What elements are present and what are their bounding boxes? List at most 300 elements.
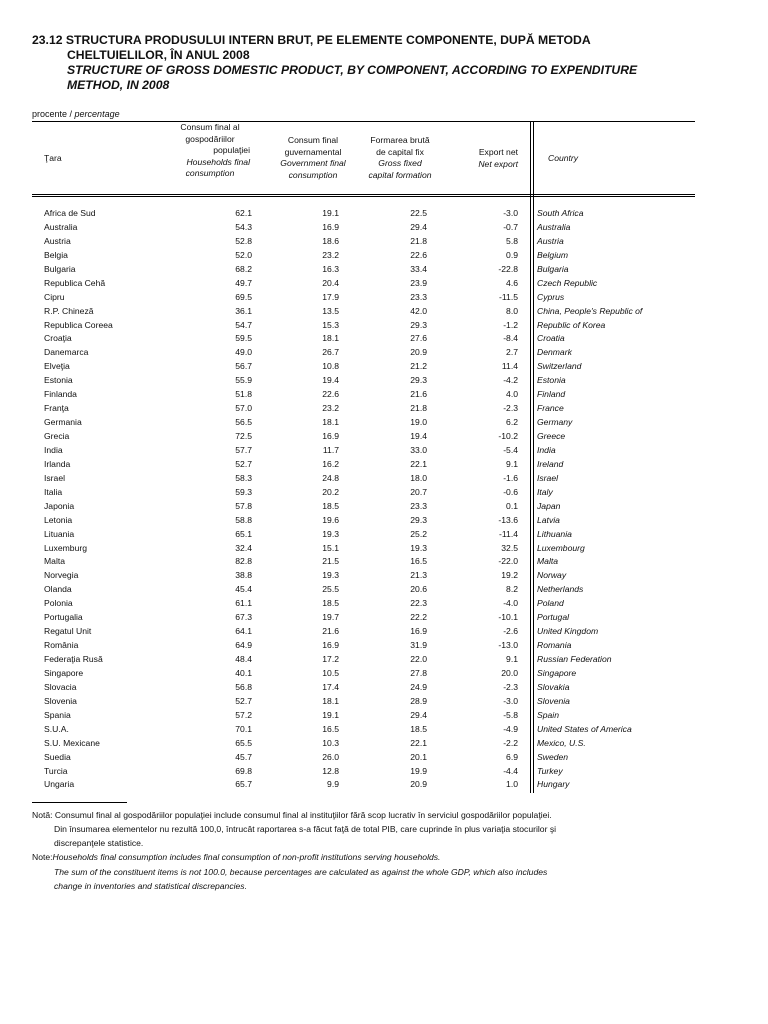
net-export-value: -2.3 — [503, 403, 518, 414]
country-name-ro: România — [44, 640, 79, 651]
country-name-en: Latvia — [537, 514, 560, 525]
gross-fixed-capital-value: 42.0 — [410, 305, 427, 316]
country-name-ro: Turcia — [44, 765, 68, 776]
government-consumption-value: 18.1 — [322, 333, 339, 344]
net-export-value: 4.6 — [506, 277, 518, 288]
unit-en: percentage — [74, 109, 120, 119]
households-consumption-value: 64.9 — [235, 640, 252, 651]
net-export-value: -4.2 — [503, 375, 518, 386]
table-row — [0, 305, 768, 319]
net-export-value: -5.4 — [503, 444, 518, 455]
table-row — [0, 402, 768, 416]
households-consumption-value: 36.1 — [235, 305, 252, 316]
table-row — [0, 430, 768, 444]
note-en-1 — [32, 850, 556, 864]
table-row — [0, 472, 768, 486]
table-row — [0, 737, 768, 751]
header-net-export: Export net Net export — [478, 147, 518, 169]
gross-fixed-capital-value: 21.2 — [410, 361, 427, 372]
households-consumption-value: 69.5 — [235, 291, 252, 302]
gross-fixed-capital-value: 27.8 — [410, 667, 427, 678]
net-export-value: -3.0 — [503, 695, 518, 706]
government-consumption-value: 18.6 — [322, 235, 339, 246]
government-consumption-value: 16.3 — [322, 263, 339, 274]
households-consumption-value: 58.8 — [235, 514, 252, 525]
households-consumption-value: 54.3 — [235, 221, 252, 232]
government-consumption-value: 20.2 — [322, 486, 339, 497]
country-name-ro: Portugalia — [44, 612, 83, 623]
country-name-en: India — [537, 444, 556, 455]
note-ro-3: discrepanţele statistice. — [54, 838, 144, 849]
country-name-ro: Danemarca — [44, 347, 89, 358]
gross-fixed-capital-value: 19.0 — [410, 417, 427, 428]
government-consumption-value: 22.6 — [322, 389, 339, 400]
government-consumption-value: 26.7 — [322, 347, 339, 358]
country-name-en: Spain — [537, 709, 559, 720]
net-export-value: -0.7 — [503, 221, 518, 232]
country-name-en: Estonia — [537, 375, 566, 386]
country-name-ro: Slovacia — [44, 681, 77, 692]
households-consumption-value: 56.7 — [235, 361, 252, 372]
country-name-en: Russian Federation — [537, 654, 612, 664]
households-consumption-value: 40.1 — [235, 667, 252, 678]
government-consumption-value: 24.8 — [322, 472, 339, 483]
gross-fixed-capital-value: 19.4 — [410, 431, 427, 441]
households-consumption-value: 52.8 — [235, 235, 252, 246]
gross-fixed-capital-value: 22.1 — [410, 458, 427, 469]
country-name-en: Croatia — [537, 333, 565, 344]
table-row — [0, 332, 768, 346]
government-consumption-value: 16.9 — [322, 431, 339, 441]
net-export-value: -2.3 — [503, 681, 518, 692]
net-export-value: 5.8 — [506, 235, 518, 246]
country-name-en: Finland — [537, 389, 566, 400]
country-name-en: Czech Republic — [537, 277, 598, 288]
country-name-en: Australia — [537, 221, 571, 232]
country-name-en: Malta — [537, 556, 559, 567]
country-name-ro: Spania — [44, 709, 71, 720]
country-name-en: Japan — [537, 500, 561, 511]
country-name-ro: Regatul Unit — [44, 626, 92, 637]
country-name-ro: Africa de Sud — [44, 208, 96, 218]
net-export-value: -11.5 — [499, 291, 518, 302]
header-country-ro: Ţara — [44, 153, 62, 163]
country-name-en: Slovakia — [537, 681, 570, 692]
title-ro-line2: CHELTUIELILOR, ÎN ANUL 2008 — [67, 48, 250, 62]
country-name-en: Romania — [537, 640, 572, 651]
table-row — [0, 207, 768, 221]
table-row — [0, 611, 768, 625]
country-name-en: Israel — [537, 472, 559, 483]
government-consumption-value: 19.1 — [322, 709, 339, 720]
table-row — [0, 639, 768, 653]
gross-fixed-capital-value: 19.3 — [410, 542, 427, 553]
table-top-rule — [32, 121, 695, 122]
note-en-3: change in inventories and statistical discrepancies. — [54, 880, 247, 891]
net-export-value: -1.6 — [503, 472, 518, 483]
table-row — [0, 667, 768, 681]
government-consumption-value: 19.6 — [322, 514, 339, 525]
households-consumption-value: 82.8 — [235, 556, 252, 567]
households-consumption-value: 54.7 — [235, 319, 252, 330]
header-bottom-rule-2 — [32, 196, 695, 197]
gross-fixed-capital-value: 29.4 — [410, 221, 427, 232]
country-name-en: Greece — [537, 431, 566, 441]
households-consumption-value: 59.3 — [235, 486, 252, 497]
table-row — [0, 723, 768, 737]
country-name-ro: Italia — [44, 486, 63, 497]
gross-fixed-capital-value: 29.3 — [410, 319, 427, 330]
government-consumption-value: 15.3 — [322, 319, 339, 330]
country-name-ro: India — [44, 444, 63, 455]
gross-fixed-capital-value: 21.3 — [410, 570, 427, 581]
government-consumption-value: 18.1 — [322, 417, 339, 428]
country-name-en: Luxembourg — [537, 542, 585, 553]
government-consumption-value: 11.7 — [322, 444, 339, 455]
country-name-ro: S.U. Mexicane — [44, 737, 100, 748]
table-row — [0, 360, 768, 374]
table-row — [0, 235, 768, 249]
table-row — [0, 319, 768, 333]
table-row — [0, 778, 768, 792]
net-export-value: 9.1 — [506, 654, 518, 664]
gross-fixed-capital-value: 29.3 — [410, 375, 427, 386]
country-name-ro: Luxemburg — [44, 542, 87, 553]
header-bottom-rule — [32, 194, 695, 195]
gross-fixed-capital-value: 21.6 — [410, 389, 427, 400]
gross-fixed-capital-value: 22.5 — [410, 208, 427, 218]
table-row — [0, 569, 768, 583]
gross-fixed-capital-value: 18.0 — [410, 472, 427, 483]
net-export-value: 8.0 — [506, 305, 518, 316]
country-name-ro: Malta — [44, 556, 66, 567]
country-name-ro: Elveţia — [44, 361, 70, 372]
gross-fixed-capital-value: 22.3 — [410, 598, 427, 609]
net-export-value: 0.9 — [506, 249, 518, 260]
table-row — [0, 528, 768, 542]
net-export-value: -2.6 — [503, 626, 518, 637]
households-consumption-value: 62.1 — [235, 208, 252, 218]
note-en-2: The sum of the constituent items is not 100.0, because percentages are calculated as against the whole GDP, which also includes — [54, 866, 548, 877]
government-consumption-value: 19.4 — [322, 375, 339, 386]
households-consumption-value: 57.8 — [235, 500, 252, 511]
country-name-en: Cyprus — [537, 291, 565, 302]
government-consumption-value: 23.2 — [322, 249, 339, 260]
gross-fixed-capital-value: 18.5 — [410, 723, 427, 734]
country-name-en: South Africa — [537, 208, 584, 218]
government-consumption-value: 10.3 — [322, 737, 339, 748]
gross-fixed-capital-value: 22.6 — [410, 249, 427, 260]
table-row — [0, 416, 768, 430]
households-consumption-value: 55.9 — [235, 375, 252, 386]
country-name-en: China, People's Republic of — [537, 305, 643, 316]
country-name-ro: Bulgaria — [44, 263, 76, 274]
gross-fixed-capital-value: 16.9 — [410, 626, 427, 637]
government-consumption-value: 13.5 — [322, 305, 339, 316]
net-export-value: 9.1 — [506, 458, 518, 469]
country-name-ro: Polonia — [44, 598, 73, 609]
net-export-value: -13.0 — [498, 640, 518, 651]
unit-label — [32, 109, 120, 119]
government-consumption-value: 18.1 — [322, 695, 339, 706]
country-name-ro: Australia — [44, 221, 78, 232]
households-consumption-value: 48.4 — [235, 654, 252, 664]
note-en-text-1: Households final consumption includes final consumption of non-profit institutions serving households. — [52, 852, 441, 863]
government-consumption-value: 16.2 — [322, 458, 339, 469]
country-name-en: Bulgaria — [537, 263, 569, 274]
gross-fixed-capital-value: 19.9 — [410, 765, 427, 776]
table-row — [0, 291, 768, 305]
country-name-en: Austria — [537, 235, 564, 246]
households-consumption-value: 72.5 — [235, 431, 252, 441]
country-name-ro: Grecia — [44, 431, 70, 441]
notes-rule — [32, 802, 127, 803]
header-households-consumption: Consum final al gospodăriilor populaţiei Households final consumption — [180, 122, 250, 178]
table-row — [0, 249, 768, 263]
country-name-en: United States of America — [537, 723, 632, 734]
households-consumption-value: 52.7 — [235, 695, 252, 706]
country-name-ro: Belgia — [44, 249, 68, 260]
country-name-en: Denmark — [537, 347, 572, 358]
table-row — [0, 681, 768, 695]
households-consumption-value: 70.1 — [235, 723, 252, 734]
government-consumption-value: 21.5 — [322, 556, 339, 567]
government-consumption-value: 21.6 — [322, 626, 339, 637]
country-name-en: Mexico, U.S. — [537, 737, 586, 748]
table-row — [0, 486, 768, 500]
net-export-value: -5.8 — [503, 709, 518, 720]
net-export-value: 6.2 — [506, 417, 518, 428]
households-consumption-value: 45.4 — [235, 584, 252, 595]
net-export-value: 20.0 — [501, 667, 518, 678]
table-row — [0, 751, 768, 765]
gross-fixed-capital-value: 20.9 — [410, 347, 427, 358]
government-consumption-value: 19.3 — [322, 528, 339, 539]
table-row — [0, 374, 768, 388]
note-ro-2: Din însumarea elementelor nu rezultă 100,0, întrucât raportarea s-a făcut faţă de total PIB, care cuprinde în plus variaţia stocurilor şi — [54, 824, 557, 835]
government-consumption-value: 10.5 — [322, 667, 339, 678]
table-row — [0, 458, 768, 472]
table-row — [0, 500, 768, 514]
table-row — [0, 444, 768, 458]
gross-fixed-capital-value: 29.4 — [410, 709, 427, 720]
households-consumption-value: 56.5 — [235, 417, 252, 428]
households-consumption-value: 58.3 — [235, 472, 252, 483]
country-name-en: Turkey — [537, 765, 563, 776]
note-ro-1: Notă: Consumul final al gospodăriilor populaţiei include consumul final al instituţiilor fără scop lucrativ în serviciul gospodăriilor populaţiei. — [32, 810, 552, 820]
country-name-ro: Japonia — [44, 500, 75, 511]
government-consumption-value: 18.5 — [322, 500, 339, 511]
table-row — [0, 653, 768, 667]
country-name-en: Portugal — [537, 612, 570, 623]
households-consumption-value: 49.0 — [235, 347, 252, 358]
net-export-value: -4.4 — [503, 765, 518, 776]
country-name-ro: Germania — [44, 417, 82, 428]
gross-fixed-capital-value: 22.1 — [410, 737, 427, 748]
country-name-en: France — [537, 403, 564, 414]
government-consumption-value: 25.5 — [322, 584, 339, 595]
gross-fixed-capital-value: 29.3 — [410, 514, 427, 525]
net-export-value: 4.0 — [506, 389, 518, 400]
country-name-ro: Republica Coreea — [44, 319, 113, 330]
gross-fixed-capital-value: 20.6 — [410, 584, 427, 595]
households-consumption-value: 57.0 — [235, 403, 252, 414]
country-name-ro: Franţa — [44, 403, 69, 414]
government-consumption-value: 26.0 — [322, 751, 339, 762]
country-name-en: United Kingdom — [537, 626, 599, 637]
households-consumption-value: 61.1 — [235, 598, 252, 609]
table-row — [0, 709, 768, 723]
country-name-ro: Estonia — [44, 375, 73, 386]
net-export-value: -4.9 — [503, 723, 518, 734]
country-name-ro: Singapore — [44, 667, 84, 678]
net-export-value: -11.4 — [499, 528, 518, 539]
net-export-value: -3.0 — [503, 208, 518, 218]
gross-fixed-capital-value: 16.5 — [410, 556, 427, 567]
country-name-en: Netherlands — [537, 584, 584, 595]
households-consumption-value: 68.2 — [235, 263, 252, 274]
gross-fixed-capital-value: 24.9 — [410, 681, 427, 692]
net-export-value: -10.2 — [498, 431, 518, 441]
households-consumption-value: 64.1 — [235, 626, 252, 637]
net-export-value: 19.2 — [501, 570, 518, 581]
net-export-value: -22.0 — [498, 556, 518, 567]
households-consumption-value: 45.7 — [235, 751, 252, 762]
title-en-line2: METHOD, IN 2008 — [67, 78, 170, 92]
table-row — [0, 388, 768, 402]
households-consumption-value: 52.0 — [235, 249, 252, 260]
net-export-value: 6.9 — [506, 751, 518, 762]
country-name-en: Singapore — [537, 667, 577, 678]
gross-fixed-capital-value: 23.9 — [410, 277, 427, 288]
table-row — [0, 542, 768, 556]
households-consumption-value: 65.1 — [235, 528, 252, 539]
country-name-ro: Ungaria — [44, 779, 75, 790]
header-country-en: Country — [548, 153, 579, 163]
table-row — [0, 555, 768, 569]
gross-fixed-capital-value: 33.4 — [410, 263, 427, 274]
gross-fixed-capital-value: 21.8 — [410, 235, 427, 246]
government-consumption-value: 9.9 — [327, 779, 339, 790]
table-row — [0, 583, 768, 597]
country-name-en: Italy — [537, 486, 553, 497]
net-export-value: 0.1 — [506, 500, 518, 511]
net-export-value: 11.4 — [501, 361, 518, 372]
country-name-en: Poland — [537, 598, 564, 609]
government-consumption-value: 10.8 — [322, 361, 339, 372]
net-export-value: -2.2 — [503, 737, 518, 748]
country-name-en: Hungary — [537, 779, 570, 790]
country-name-ro: Slovenia — [44, 695, 77, 706]
gross-fixed-capital-value: 27.6 — [410, 333, 427, 344]
country-name-en: Slovenia — [537, 695, 570, 706]
households-consumption-value: 57.7 — [235, 444, 252, 455]
households-consumption-value: 51.8 — [235, 389, 252, 400]
households-consumption-value: 56.8 — [235, 681, 252, 692]
country-name-ro: Letonia — [44, 514, 73, 525]
table-row — [0, 695, 768, 709]
gross-fixed-capital-value: 31.9 — [410, 640, 427, 651]
table-body — [0, 207, 768, 792]
gross-fixed-capital-value: 21.8 — [410, 403, 427, 414]
government-consumption-value: 16.9 — [322, 640, 339, 651]
country-name-ro: Israel — [44, 472, 66, 483]
net-export-value: -13.6 — [498, 514, 518, 525]
government-consumption-value: 23.2 — [322, 403, 339, 414]
header-government-consumption: Consum final guvernamental Government final consumption — [280, 135, 346, 180]
government-consumption-value: 16.5 — [322, 723, 339, 734]
households-consumption-value: 65.7 — [235, 779, 252, 790]
header-gross-fixed-capital: Formarea brută de capital fix Gross fixed capital formation — [368, 135, 432, 180]
country-name-ro: Olanda — [44, 584, 72, 595]
net-export-value: 2.7 — [506, 347, 518, 358]
table-row — [0, 765, 768, 779]
net-export-value: -1.2 — [503, 319, 518, 330]
government-consumption-value: 12.8 — [322, 765, 339, 776]
country-name-ro: Suedia — [44, 751, 71, 762]
country-name-en: Norway — [537, 570, 567, 581]
table-row — [0, 263, 768, 277]
country-name-ro: Finlanda — [44, 389, 77, 400]
government-consumption-value: 17.9 — [322, 291, 339, 302]
country-name-en: Switzerland — [537, 361, 582, 372]
table-row — [0, 277, 768, 291]
households-consumption-value: 52.7 — [235, 458, 252, 469]
table-row — [0, 597, 768, 611]
households-consumption-value: 38.8 — [235, 570, 252, 581]
country-name-en: Belgium — [537, 249, 569, 260]
title-en-line1: STRUCTURE OF GROSS DOMESTIC PRODUCT, BY COMPONENT, ACCORDING TO EXPENDITURE — [67, 63, 638, 77]
households-consumption-value: 59.5 — [235, 333, 252, 344]
gross-fixed-capital-value: 20.1 — [410, 751, 427, 762]
gross-fixed-capital-value: 28.9 — [410, 695, 427, 706]
table-row — [0, 346, 768, 360]
households-consumption-value: 57.2 — [235, 709, 252, 720]
net-export-value: -10.1 — [498, 612, 518, 623]
note-en-label: Note: — [32, 852, 53, 863]
country-name-ro: S.U.A. — [44, 723, 69, 734]
government-consumption-value: 17.2 — [322, 654, 339, 664]
table-row — [0, 514, 768, 528]
net-export-value: -22.8 — [498, 263, 518, 274]
net-export-value: -8.4 — [503, 333, 518, 344]
households-consumption-value: 69.8 — [235, 765, 252, 776]
country-name-en: Sweden — [537, 751, 569, 762]
country-name-ro: Irlanda — [44, 458, 71, 469]
government-consumption-value: 16.9 — [322, 221, 339, 232]
net-export-value: -4.0 — [503, 598, 518, 609]
government-consumption-value: 18.5 — [322, 598, 339, 609]
government-consumption-value: 19.1 — [322, 208, 339, 218]
net-export-value: 1.0 — [506, 779, 518, 790]
net-export-value: 32.5 — [501, 542, 518, 553]
households-consumption-value: 65.5 — [235, 737, 252, 748]
title-ro-line1: 23.12 STRUCTURA PRODUSULUI INTERN BRUT, PE ELEMENTE COMPONENTE, DUPĂ METODA — [32, 33, 591, 47]
page-title — [32, 33, 732, 93]
country-name-ro: Croaţia — [44, 333, 72, 344]
government-consumption-value: 19.3 — [322, 570, 339, 581]
country-name-ro: Norvegia — [44, 570, 79, 581]
government-consumption-value: 17.4 — [322, 681, 339, 692]
government-consumption-value: 19.7 — [322, 612, 339, 623]
gross-fixed-capital-value: 22.2 — [410, 612, 427, 623]
country-name-ro: Cipru — [44, 291, 65, 302]
country-name-en: Lithuania — [537, 528, 572, 539]
table-row — [0, 221, 768, 235]
country-name-en: Germany — [537, 417, 573, 428]
gross-fixed-capital-value: 25.2 — [410, 528, 427, 539]
government-consumption-value: 15.1 — [322, 542, 339, 553]
